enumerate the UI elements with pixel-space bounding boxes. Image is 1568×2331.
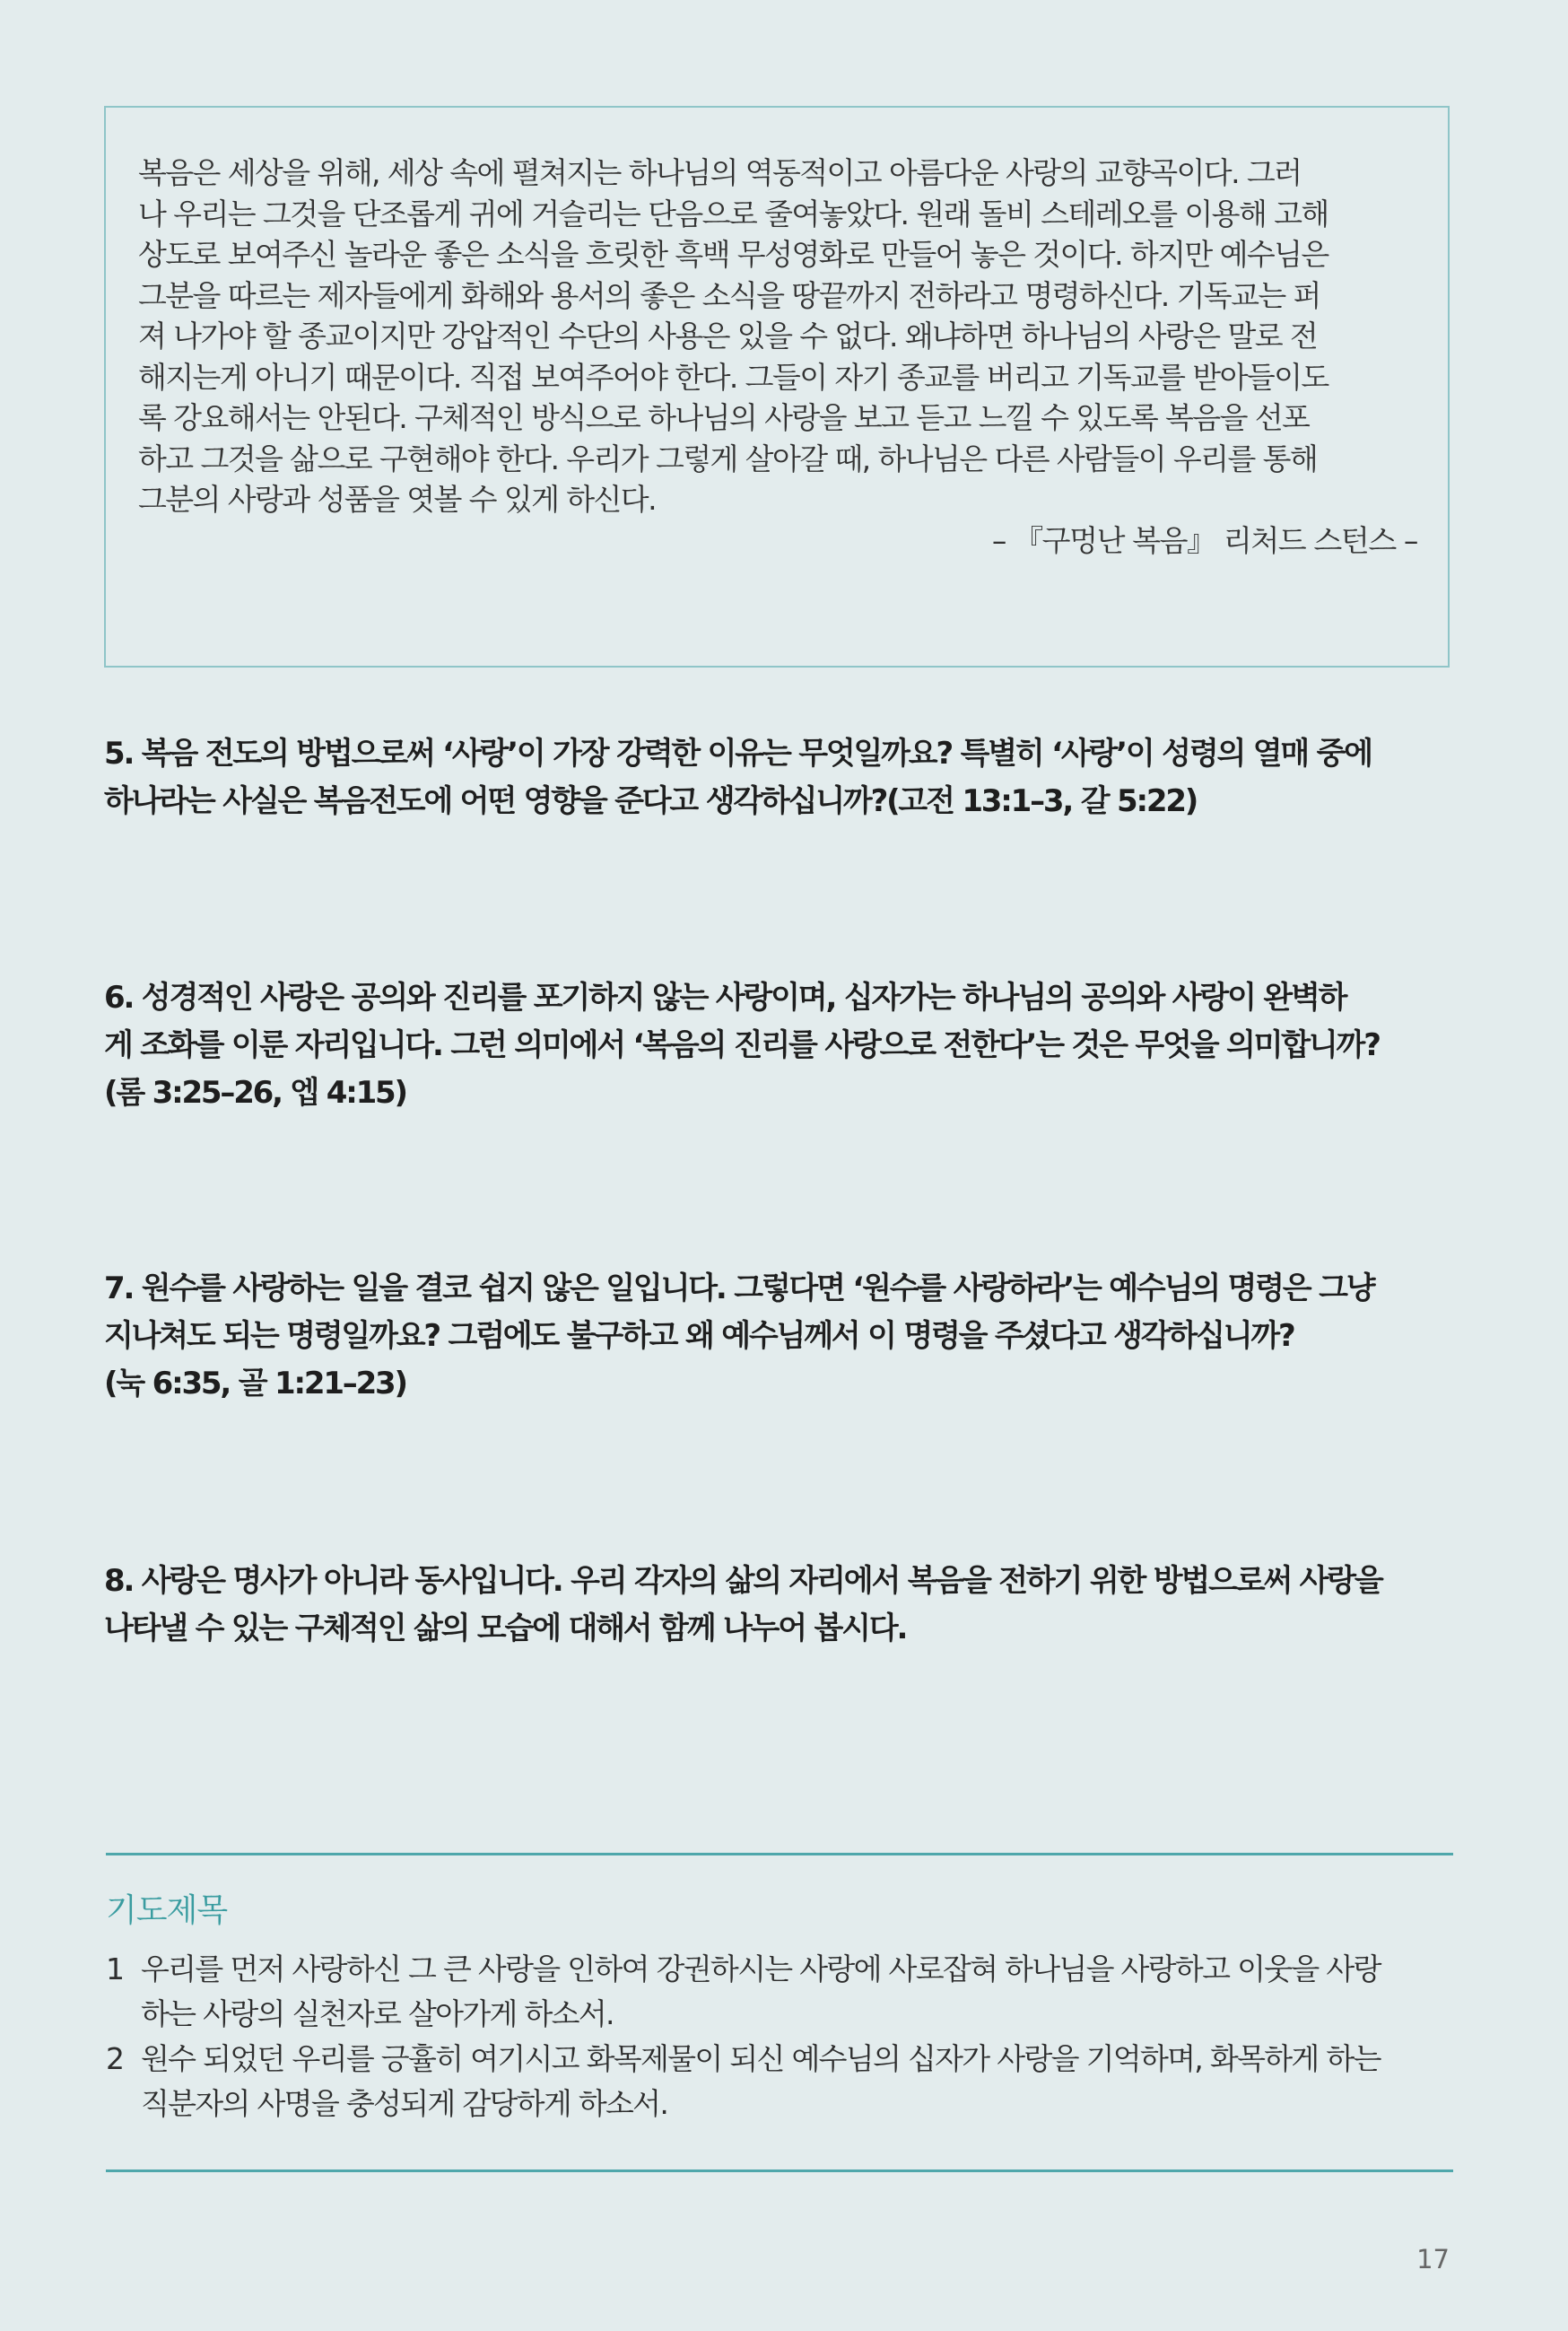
prayer-item: [106, 1947, 1451, 2037]
question-line: 6. 성경적인 사랑은 공의와 진리를 포기하지 않는 사랑이며, 십자가는 하나님의 공의와 사랑이 완벽하: [104, 980, 1346, 1016]
question-line: 8. 사랑은 명사가 아니라 동사입니다. 우리 각자의 삶의 자리에서 복음을 전하기 위한 방법으로써 사랑을: [104, 1563, 1382, 1599]
question-line: 게 조화를 이룬 자리입니다. 그런 의미에서 ‘복음의 진리를 사랑으로 전한다’는 것은 무엇을 의미합니까?: [104, 1027, 1380, 1063]
divider-top: [106, 1853, 1453, 1855]
question-line: 하나라는 사실은 복음전도에 어떤 영향을 준다고 생각하십니까?(고전 13:1–3, 갈 5:22): [104, 783, 1198, 819]
question-line: 나타낼 수 있는 구체적인 삶의 모습에 대해서 함께 나누어 봅시다.: [104, 1611, 907, 1646]
quote-source: – 『구멍난 복음』 리처드 스턴스 –: [991, 522, 1417, 558]
question-line: 지나쳐도 되는 명령일까요? 그럼에도 불구하고 왜 예수님께서 이 명령을 주셨다고 생각하십니까?: [104, 1318, 1294, 1354]
quote-line: 상도로 보여주신 놀라운 좋은 소식을 흐릿한 흑백 무성영화로 만들어 놓은 것이다. 하지만 예수님은: [138, 237, 1328, 272]
question-line: 5. 복음 전도의 방법으로써 ‘사랑’이 가장 강력한 이유는 무엇일까요? 특별히 ‘사랑’이 성령의 열매 중에: [104, 736, 1372, 772]
quote-box: [104, 106, 1450, 668]
question-7: [104, 1265, 1459, 1408]
prayer-item-line: 직분자의 사명을 충성되게 감당하게 하소서.: [141, 2086, 668, 2121]
quote-line: 나 우리는 그것을 단조롭게 귀에 거슬리는 단음으로 줄여놓았다. 원래 돌비 스테레오를 이용해 고해: [138, 196, 1328, 231]
prayer-list: [106, 1947, 1451, 2126]
question-line: (눅 6:35, 골 1:21–23): [104, 1366, 406, 1401]
quote-line: 져 나가야 할 종교이지만 강압적인 수단의 사용은 있을 수 없다. 왜냐하면 하나님의 사랑은 말로 전: [138, 319, 1318, 354]
prayer-item-number: 2: [106, 2041, 124, 2076]
question-5: [104, 730, 1459, 825]
question-line: 7. 원수를 사랑하는 일을 결코 쉽지 않은 일입니다. 그렇다면 ‘원수를 사랑하라’는 예수님의 명령은 그냥: [104, 1270, 1374, 1306]
prayer-item-number: 1: [106, 1951, 124, 1986]
question-8: [104, 1558, 1459, 1653]
page-number: 17: [1416, 2244, 1450, 2274]
prayer-item-line: 하는 사랑의 실천자로 살아가게 하소서.: [141, 1996, 614, 2031]
question-6: [104, 974, 1459, 1117]
quote-text: [138, 153, 1417, 520]
quote-line: 그분을 따르는 제자들에게 화해와 용서의 좋은 소식을 땅끝까지 전하라고 명령하신다. 기독교는 퍼: [138, 277, 1320, 313]
prayer-title: 기도제목: [106, 1892, 228, 1929]
quote-line: 그분의 사랑과 성품을 엿볼 수 있게 하신다.: [138, 482, 656, 517]
quote-line: 복음은 세상을 위해, 세상 속에 펼쳐지는 하나님의 역동적이고 아름다운 사랑의 교향곡이다. 그러: [138, 155, 1302, 190]
divider-bottom: [106, 2169, 1453, 2172]
quote-line: 하고 그것을 삶으로 구현해야 한다. 우리가 그렇게 살아갈 때, 하나님은 다른 사람들이 우리를 통해: [138, 441, 1318, 476]
quote-line: 해지는게 아니기 때문이다. 직접 보여주어야 한다. 그들이 자기 종교를 버리고 기독교를 받아들이도: [138, 359, 1328, 395]
quote-line: 록 강요해서는 안된다. 구체적인 방식으로 하나님의 사랑을 보고 듣고 느낄 수 있도록 복음을 선포: [138, 400, 1310, 435]
prayer-item-line: 원수 되었던 우리를 긍휼히 여기시고 화목제물이 되신 예수님의 십자가 사랑을 기억하며, 화목하게 하는: [141, 2041, 1381, 2076]
prayer-item-line: 우리를 먼저 사랑하신 그 큰 사랑을 인하여 강권하시는 사랑에 사로잡혀 하나님을 사랑하고 이웃을 사랑: [141, 1951, 1381, 1986]
question-line: (롬 3:25–26, 엡 4:15): [104, 1075, 406, 1111]
prayer-item: [106, 2037, 1451, 2126]
